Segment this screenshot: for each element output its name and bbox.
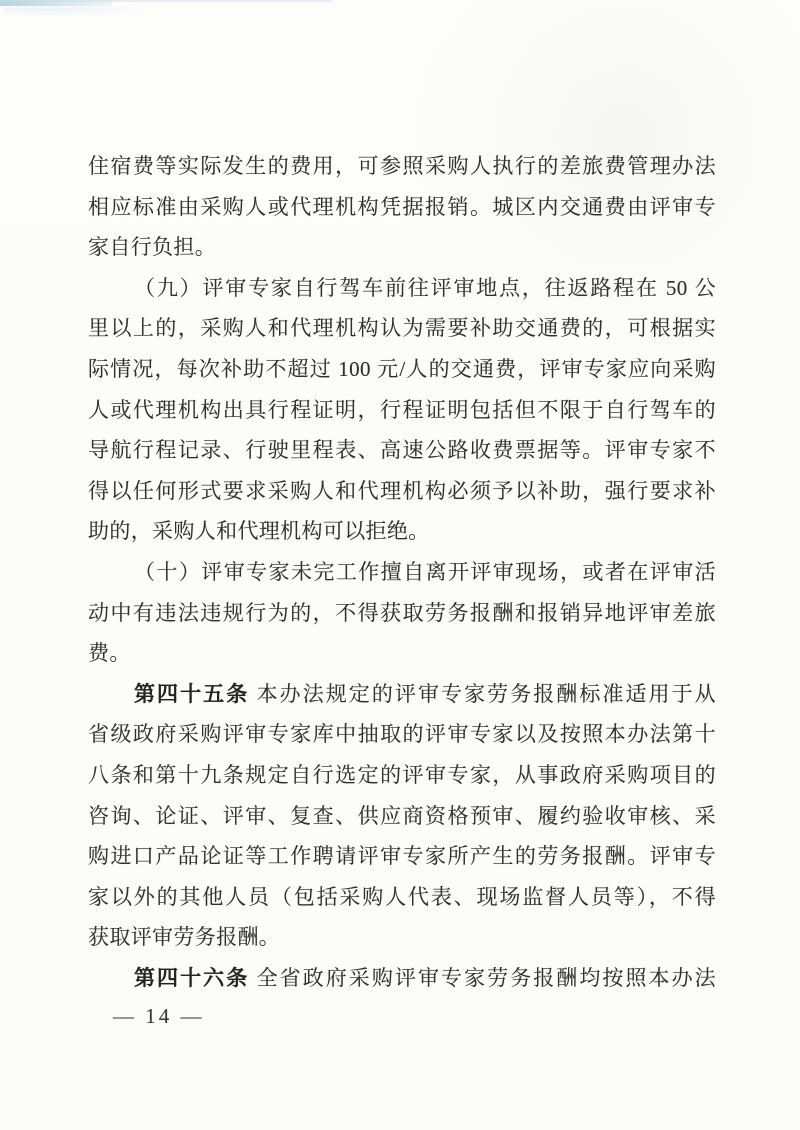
text-segment: 八条和第十九条规定自行选定的评审专家，从事政府采购项目的 [88, 762, 716, 787]
text-segment: 省级政府采购评审专家库中抽取的评审专家以及按照本办法第十 [88, 722, 716, 747]
text-line [88, 227, 716, 268]
document-body [88, 146, 716, 998]
text-segment: 导航行程记录、行驶里程表、高速公路收费票据等。评审专家不 [88, 438, 716, 463]
text-line [88, 836, 716, 877]
text-segment: （十）评审专家未完工作擅自离开评审现场，或者在评审活 [134, 559, 716, 584]
article-number-label: 第四十六条 [134, 965, 250, 990]
text-line [88, 308, 716, 349]
page-number: — 14 — [113, 1004, 205, 1028]
text-segment: 助的，采购人和代理机构可以拒绝。 [88, 519, 430, 544]
text-segment: 动中有违法违规行为的，不得获取劳务报酬和报销异地评审差旅 [88, 600, 716, 625]
text-line [88, 349, 716, 390]
text-segment: 住宿费等实际发生的费用，可参照采购人执行的差旅费管理办法 [88, 154, 716, 178]
text-segment: 获取评审劳务报酬。 [88, 925, 281, 950]
text-line [88, 552, 716, 593]
text-line [88, 917, 716, 958]
text-line [88, 958, 716, 999]
text-segment: 全省政府采购评审专家劳务报酬均按照本办法 [249, 965, 716, 990]
text-line [88, 796, 716, 837]
scan-artifact [0, 0, 332, 2]
text-segment: 得以任何形式要求采购人和代理机构必须予以补助，强行要求补 [88, 478, 716, 503]
text-line [88, 146, 716, 187]
text-segment: 购进口产品论证等工作聘请评审专家所产生的劳务报酬。评审专 [88, 844, 716, 869]
text-line [88, 714, 716, 755]
text-segment: 里以上的，采购人和代理机构认为需要补助交通费的，可根据实 [88, 316, 716, 341]
text-line [88, 390, 716, 431]
text-segment: 际情况，每次补助不超过 100 元/人的交通费，评审专家应向采购 [88, 356, 716, 381]
text-segment: 咨询、论证、评审、复查、供应商资格预审、履约验收审核、采 [88, 803, 716, 828]
text-segment: （九）评审专家自行驾车前往评审地点，往返路程在 50 公 [134, 275, 716, 300]
article-number-label: 第四十五条 [134, 681, 250, 706]
text-line [88, 430, 716, 471]
text-line [88, 877, 716, 918]
text-line [88, 593, 716, 634]
text-line [88, 674, 716, 715]
text-segment: 家自行负担。 [88, 235, 217, 260]
text-line [88, 755, 716, 796]
scan-artifact [4, 6, 154, 16]
text-segment: 本办法规定的评审专家劳务报酬标准适用于从 [249, 681, 716, 706]
text-line [88, 187, 716, 228]
text-line [88, 511, 716, 552]
text-line [88, 471, 716, 512]
text-line [88, 633, 716, 674]
text-line [88, 268, 716, 309]
text-segment: 家以外的其他人员（包括采购人代表、现场监督人员等），不得 [88, 884, 716, 909]
text-segment: 相应标准由采购人或代理机构凭据报销。城区内交通费由评审专 [88, 194, 716, 219]
text-segment: 费。 [88, 641, 131, 666]
text-segment: 人或代理机构出具行程证明，行程证明包括但不限于自行驾车的 [88, 397, 716, 422]
